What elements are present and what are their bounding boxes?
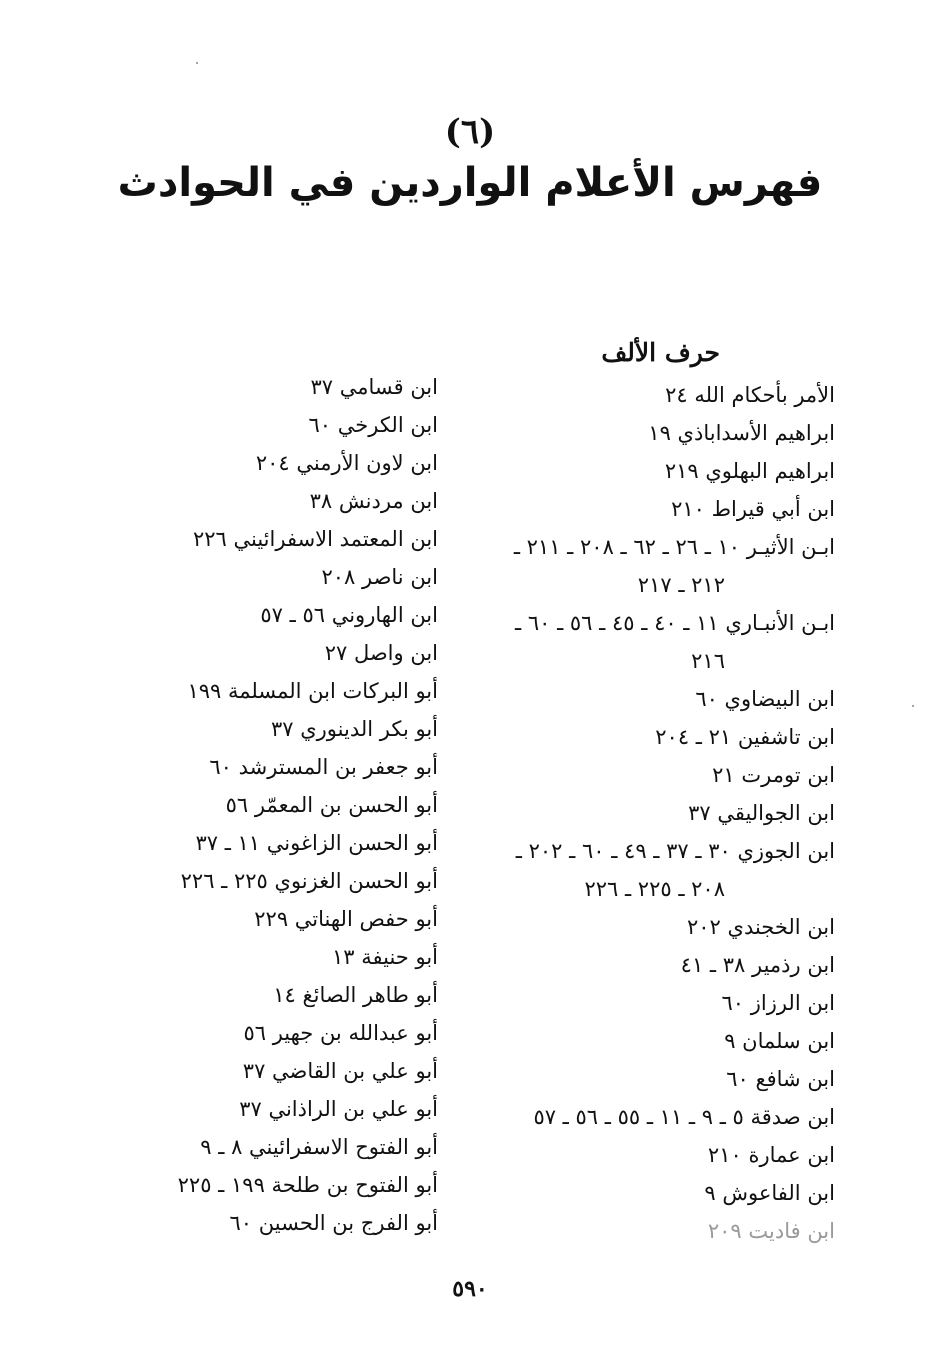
- index-entry: ابن أبي قيراط ٢١٠: [671, 497, 835, 521]
- scan-speck: [196, 62, 198, 64]
- index-entry: أبو الحسن الغزنوي ٢٢٥ ـ ٢٢٦: [180, 869, 438, 893]
- index-entry: ابن لاون الأرمني ٢٠٤: [255, 451, 438, 475]
- index-entry: ابن الجوزي ٣٠ ـ ٣٧ ـ ٤٩ ـ ٦٠ ـ ٢٠٢ ـ: [515, 839, 835, 863]
- index-entry: ابن مردنش ٣٨: [309, 489, 438, 513]
- index-entry: أبو علي بن القاضي ٣٧: [242, 1059, 438, 1083]
- index-entry: ابن الجواليقي ٣٧: [688, 801, 835, 825]
- index-entry: ابن سلمان ٩: [724, 1029, 835, 1053]
- index-entry: أبو حفص الهناتي ٢٢٩: [254, 907, 438, 931]
- index-entry: ابن البيضاوي ٦٠: [695, 687, 835, 711]
- index-entry: أبو الفتوح الاسفرائيني ٨ ـ ٩: [200, 1135, 438, 1159]
- index-entry: أبو عبدالله بن جهير ٥٦: [243, 1021, 438, 1045]
- scan-speck: [912, 705, 914, 707]
- index-entry: ابن قسامي ٣٧: [310, 375, 438, 399]
- index-column-left: [78, 368, 438, 1242]
- index-entry: أبو بكر الدينوري ٣٧: [270, 717, 438, 741]
- index-entry: أبو علي بن الراذاني ٣٧: [239, 1097, 438, 1121]
- index-entry: ابن الفاعوش ٩: [704, 1181, 835, 1205]
- index-entry: ابن تومرت ٢١: [712, 763, 835, 787]
- index-entry: ابن الخجندي ٢٠٢: [686, 915, 835, 939]
- index-entry: ابن فاديت ٢٠٩: [707, 1219, 835, 1243]
- index-entry: ابن تاشفين ٢١ ـ ٢٠٤: [655, 725, 835, 749]
- page-number: ٥٩٠: [452, 1276, 488, 1302]
- index-entry: أبو جعفر بن المسترشد ٦٠: [209, 755, 438, 779]
- page-title: فهرس الأعلام الواردين في الحوادث: [117, 160, 823, 206]
- index-column-right: [415, 376, 835, 1250]
- index-entry: ابـن الأثيـر ١٠ ـ ٢٦ ـ ٦٢ ـ ٢٠٨ ـ ٢١١ ـ: [513, 535, 835, 559]
- index-entry: أبو حنيفة ١٣: [332, 945, 438, 969]
- index-entry: أبو الحسن الزاغوني ١١ ـ ٣٧: [195, 831, 438, 855]
- index-entry: ابن الرزاز ٦٠: [721, 991, 835, 1015]
- index-entry: الأمر بأحكام الله ٢٤: [665, 383, 835, 407]
- index-entry: ابراهيم البهلوي ٢١٩: [664, 459, 835, 483]
- index-entry: ابراهيم الأسداباذي ١٩: [648, 421, 835, 445]
- index-entry-continuation: ٢١٢ ـ ٢١٧: [637, 573, 725, 597]
- index-entry: أبو الفرج بن الحسين ٦٠: [229, 1211, 438, 1235]
- index-entry: ابن صدقة ٥ ـ ٩ ـ ١١ ـ ٥٥ ـ ٥٦ ـ ٥٧: [533, 1105, 835, 1129]
- index-entry: أبو طاهر الصائغ ١٤: [273, 983, 438, 1007]
- index-entry: ابن عمارة ٢١٠: [707, 1143, 835, 1167]
- index-entry: ابـن الأنبـاري ١١ ـ ٤٠ ـ ٤٥ ـ ٥٦ ـ ٦٠ ـ: [515, 611, 835, 635]
- index-entry: ابن شافع ٦٠: [726, 1067, 835, 1091]
- index-entry: أبو الفتوح بن طلحة ١٩٩ ـ ٢٢٥: [177, 1173, 438, 1197]
- index-entry: ابن الكرخي ٦٠: [308, 413, 438, 437]
- index-entry: ابن رذمير ٣٨ ـ ٤١: [680, 953, 835, 977]
- index-entry: أبو البركات ابن المسلمة ١٩٩: [187, 679, 438, 703]
- letter-heading: حرف الألف: [601, 338, 720, 367]
- index-entry-continuation: ٢٠٨ ـ ٢٢٥ ـ ٢٢٦: [584, 877, 725, 901]
- index-entry: ابن ناصر ٢٠٨: [321, 565, 438, 589]
- section-number: (٦): [444, 112, 496, 152]
- index-entry: ابن المعتمد الاسفرائيني ٢٢٦: [192, 527, 438, 551]
- index-entry: ابن الهاروني ٥٦ ـ ٥٧: [260, 603, 438, 627]
- index-entry: ابن واصل ٢٧: [324, 641, 438, 665]
- index-entry-continuation: ٢١٦: [691, 649, 725, 673]
- index-entry: أبو الحسن بن المعمّر ٥٦: [225, 793, 438, 817]
